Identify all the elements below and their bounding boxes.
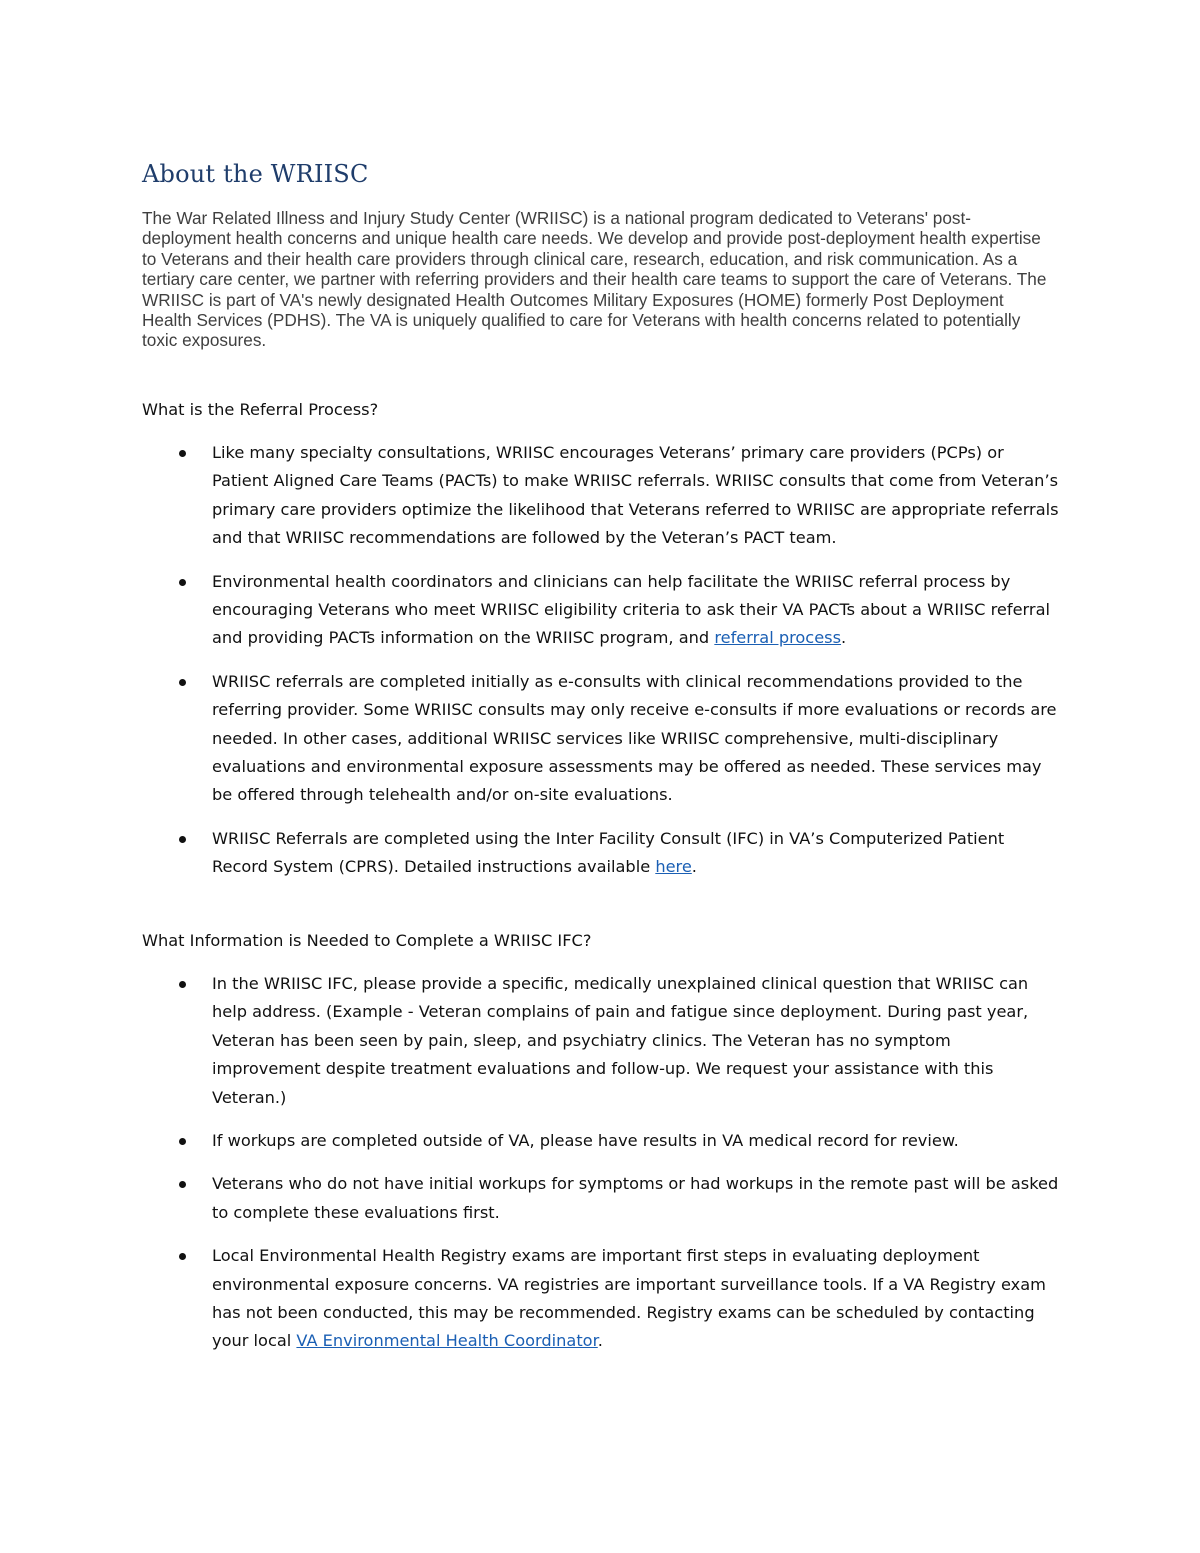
page-title: About the WRIISC xyxy=(142,160,369,188)
list-item xyxy=(142,668,1062,810)
list-item xyxy=(142,825,1062,882)
referral-process-section xyxy=(142,396,1062,882)
instructions-here-link[interactable]: here xyxy=(655,857,692,877)
bullet-text-end: . xyxy=(691,857,697,877)
referral-process-list xyxy=(142,439,1062,882)
bullet-text: In the WRIISC IFC, please provide a specific, medically unexplained clinical question that WRIISC can help address. (Example - Veteran complains of pain and fatigue since deployment. During past year, Veteran has been seen by pain, sleep, and psychiatry clinics. The Veteran has no symptom improvement despite treatment evaluations and follow-up. We request your assistance with this Veteran.) xyxy=(212,974,1029,1107)
list-item xyxy=(142,568,1062,653)
bullet-icon xyxy=(179,579,186,586)
list-item xyxy=(142,1170,1062,1227)
bullet-text: If workups are completed outside of VA, please have results in VA medical record for review. xyxy=(212,1131,959,1151)
environmental-health-coordinator-link[interactable]: VA Environmental Health Coordinator xyxy=(296,1331,598,1351)
bullet-icon xyxy=(179,836,186,843)
ifc-info-section xyxy=(142,927,1062,1356)
bullet-text: WRIISC referrals are completed initially as e-consults with clinical recommendations provided to the referring provider. Some WRIISC consults may only receive e-consults if more evaluations or records are needed. In other cases, additional WRIISC services like WRIISC comprehensive, multi-disciplinary evaluations and environmental exposure assessments may be offered as needed. These services may be offered through telehealth and/or on-site evaluations. xyxy=(212,671,1057,805)
bullet-text-end: . xyxy=(597,1331,603,1351)
list-item xyxy=(142,1127,1062,1155)
bullet-icon xyxy=(179,1181,186,1188)
bullet-icon xyxy=(179,1253,186,1260)
bullet-icon xyxy=(179,1138,186,1145)
referral-process-link[interactable]: referral process xyxy=(714,628,842,648)
bullet-icon xyxy=(179,450,186,457)
bullet-icon xyxy=(179,679,186,686)
bullet-text: Local Environmental Health Registry exams are important first steps in evaluating deployment environmental exposure concerns. VA registries are important surveillance tools. If a VA Registry exam has not been conducted, this may be recommended. Registry exams can be scheduled by contacting your local xyxy=(212,1246,1046,1351)
bullet-icon xyxy=(179,981,186,988)
bullet-text-end: . xyxy=(841,628,847,648)
referral-process-title: What is the Referral Process? xyxy=(142,400,379,419)
bullet-text: Environmental health coordinators and clinicians can help facilitate the WRIISC referral process by encouraging Veterans who meet WRIISC eligibility criteria to ask their VA PACTs about a WRIISC referral and providing PACTs information on the WRIISC program, and xyxy=(212,571,1050,648)
list-item xyxy=(142,439,1062,553)
list-item xyxy=(142,970,1062,1112)
bullet-text: WRIISC Referrals are completed using the Inter Facility Consult (IFC) in VA’s Computerized Patient Record System (CPRS). Detailed instructions available xyxy=(212,828,1005,877)
list-item xyxy=(142,1242,1062,1356)
intro-paragraph: The War Related Illness and Injury Study Center (WRIISC) is a national program dedicated to Veterans' post-deployment health concerns and unique health care needs. We develop and provide post-deployment health expertise to Veterans and their health care providers through clinical care, research, education, and risk communication. As a tertiary care center, we partner with referring providers and their health care teams to support the care of Veterans. The WRIISC is part of VA's newly designated Health Outcomes Military Exposures (HOME) formerly Post Deployment Health Services (PDHS). The VA is uniquely qualified to care for Veterans with health concerns related to potentially toxic exposures. xyxy=(142,208,1047,351)
ifc-info-title: What Information is Needed to Complete a WRIISC IFC? xyxy=(142,931,592,950)
bullet-text: Like many specialty consultations, WRIISC encourages Veterans’ primary care providers (PCPs) or Patient Aligned Care Teams (PACTs) to make WRIISC referrals. WRIISC consults that come from Veteran’s primary care providers optimize the likelihood that Veterans referred to WRIISC are appropriate referrals and that WRIISC recommendations are followed by the Veteran’s PACT team. xyxy=(212,443,1059,548)
ifc-info-list xyxy=(142,970,1062,1356)
bullet-text: Veterans who do not have initial workups for symptoms or had workups in the remote past will be asked to complete these evaluations first. xyxy=(212,1174,1059,1222)
